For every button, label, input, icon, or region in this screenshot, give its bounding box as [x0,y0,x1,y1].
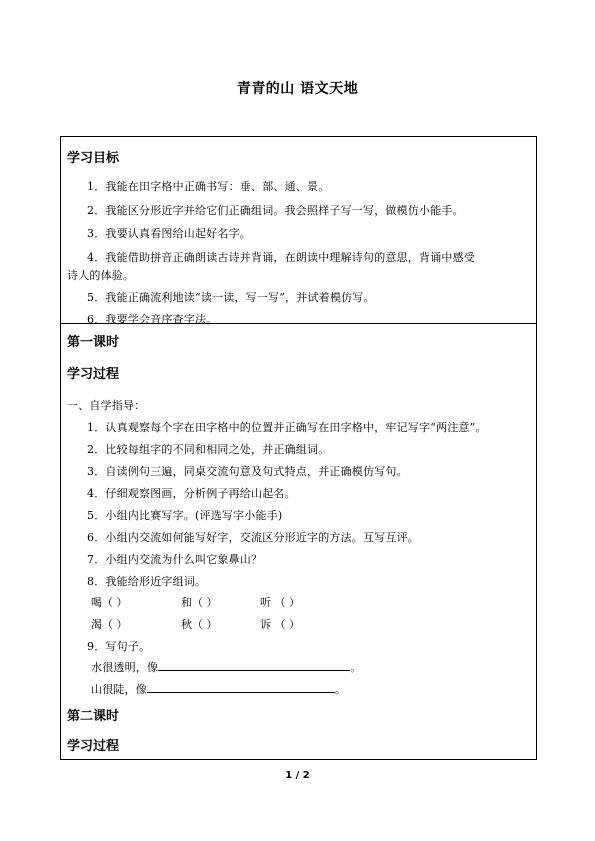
sentence-prefix: 水很透明，像 [91,661,159,674]
goal-item: 4．我能借助拼音正确朗读古诗并背诵，在朗读中理解诗句的意思，背诵中感受 [87,251,475,264]
goal-item: 2．我能区分形近字并给它们正确组词。我会照样子写一写，做模仿小能手。 [87,204,464,217]
sentence-line-2 [91,681,346,697]
page-title: 青青的山 语文天地 [236,81,359,97]
study-item: 3．自读例句三遍，同桌交流句意及句式特点，并正确模仿写句。 [87,465,408,478]
word-blank: 听 （ ） [260,596,300,609]
lesson1-process-heading: 学习过程 [67,367,120,382]
goal-item: 1．我能在田字格中正确书写：垂、部、通、景。 [87,180,330,193]
lesson1-heading: 第一课时 [67,335,120,350]
sentence-line-1 [91,659,361,675]
page-number: 1 / 2 [285,770,310,781]
lesson2-process-heading: 学习过程 [67,739,120,754]
study-item: 6．小组内交流如何能写好字，交流区分形近字的方法。互写互评。 [87,531,419,544]
study-item: 2．比较每组字的不同和相同之处，并正确组词。 [87,443,330,456]
fill-in-blank [158,660,350,671]
word-blank: 渴（ ） [91,618,128,631]
study-item: 1．认真观察每个字在田字格中的位置并正确写在田字格中，牢记写字“两注意”。 [87,421,487,434]
sentence-suffix: 。 [350,661,362,674]
study-item: 8．我能给形近字组词。 [87,575,207,588]
word-blank: 诉 （ ） [260,618,300,631]
word-blank: 秋（ ） [181,618,218,631]
fill-in-blank [147,682,335,693]
self-study-intro: 一、自学指导： [67,399,146,412]
study-item: 7．小组内交流为什么叫它象鼻山？ [87,553,263,566]
goals-heading: 学习目标 [67,151,120,166]
word-blank: 喝（ ） [91,596,128,609]
lesson2-heading: 第二课时 [67,709,120,724]
section-divider [61,323,536,324]
goal-item: 6．我要学会音序查字法。 [87,313,218,326]
word-blank: 和（ ） [181,596,218,609]
sentence-prefix: 山很陡，像 [91,683,147,696]
lesson-table [60,136,537,760]
goal-item: 5．我能正确流利地读“读一读，写一写”，并试着模仿写。 [87,291,375,304]
goal-item: 3．我要认真看图给山起好名字。 [87,227,251,240]
study-item: 4．仔细观察图画，分析例子再给山起名。 [87,487,296,500]
study-item: 9．写句子。 [87,640,151,653]
goal-item-continued: 诗人的体验。 [67,269,135,282]
study-item: 5．小组内比赛写字。(评选写字小能手) [87,509,283,522]
sentence-suffix: 。 [335,683,347,696]
